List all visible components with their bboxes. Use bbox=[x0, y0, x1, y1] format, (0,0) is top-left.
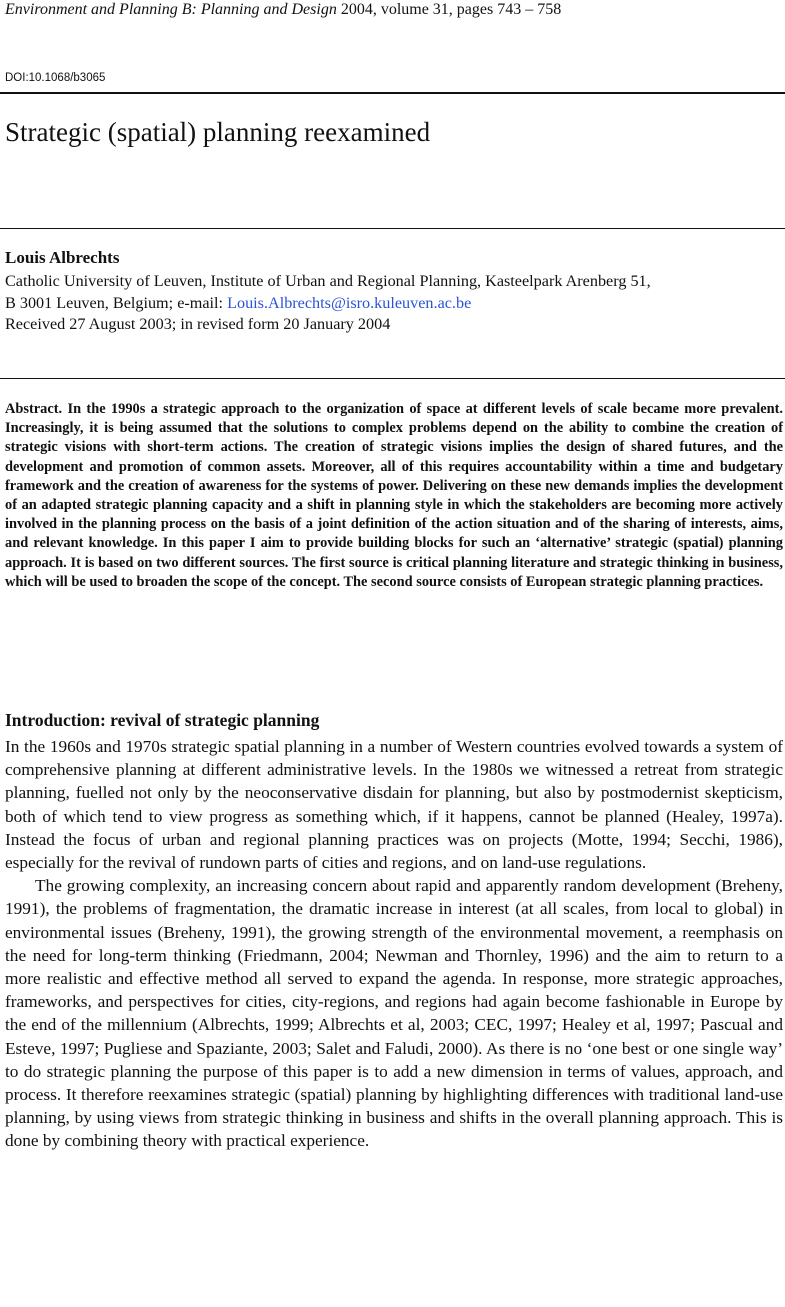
issue-info: 2004, volume 31, pages 743 – 758 bbox=[336, 1, 562, 18]
affiliation-address: B 3001 Leuven, Belgium; e-mail: bbox=[5, 293, 228, 312]
author-name: Louis Albrechts bbox=[5, 248, 120, 267]
journal-header bbox=[5, 0, 561, 20]
email-link[interactable]: Louis.Albrechts@isro.kuleuven.ac.be bbox=[227, 293, 472, 312]
abstract bbox=[5, 400, 783, 592]
abstract-label: Abstract. bbox=[5, 401, 63, 417]
abstract-top-rule bbox=[0, 378, 785, 379]
journal-name: Environment and Planning B: Planning and Design bbox=[5, 1, 337, 18]
affiliation-block bbox=[5, 271, 781, 336]
received-dates: Received 27 August 2003; in revised form 20 January 2004 bbox=[5, 315, 391, 333]
section-heading: Introduction: revival of strategic planning bbox=[5, 710, 320, 730]
paragraph-2: The growing complexity, an increasing concern about rapid and apparently random development (Breheny, 1991), the problems of fragmentation, the dramatic increase in interest (at all scales, from local to global) in environmental issues (Breheny, 1991), the growing strength of the environmental movement, a reemphasis on the need for long-term thinking (Friedmann, 2004; Newman and Thornley, 1996) and the aim to return to a more realistic and effective method all served to expand the agenda. In response, more strategic approaches, frameworks, and perspectives for cities, city-regions, and regions had again become fashionable in Europe by the end of the millennium (Albrechts, 1999; Albrechts et al, 2003; CEC, 1997; Healey et al, 1997; Pascual and Esteve, 1997; Pugliese and Spaziante, 2003; Salet and Faludi, 2000). As there is no ‘one best or one single way’ to do strategic planning the purpose of this paper is to add a new dimension in terms of values, approach, and process. It therefore reexamines strategic (spatial) planning by highlighting differences with traditional land-use planning, by using views from strategic thinking in business and shifts in the overall planning approach. This is done by combining theory with practical experience. bbox=[5, 876, 783, 1151]
body-text bbox=[5, 735, 783, 1153]
article-title: Strategic (spatial) planning reexamined bbox=[5, 117, 431, 147]
author-top-rule bbox=[0, 228, 785, 229]
paragraph-1: In the 1960s and 1970s strategic spatial planning in a number of Western countries evolved towards a system of comprehensive planning at different administrative levels. In the 1980s we witnessed a retreat from strategic planning, fuelled not only by the neoconservative disdain for planning, but also by postmodernist skepticism, both of which tend to view progress as something which, if it happens, cannot be planned (Healey, 1997a). Instead the focus of urban and regional planning practices was on projects (Motte, 1994; Secchi, 1986), especially for the revival of rundown parts of cities and regions, and on land-use regulations. bbox=[5, 737, 783, 873]
affiliation-line2 bbox=[5, 293, 781, 315]
title-top-rule bbox=[0, 92, 785, 94]
doi: DOI:10.1068/b3065 bbox=[5, 72, 106, 84]
affiliation-line1: Catholic University of Leuven, Institute of Urban and Regional Planning, Kasteelpark Arenberg 51, bbox=[5, 272, 651, 290]
abstract-text: In the 1990s a strategic approach to the organization of space at different levels of scale became more prevalent. Increasingly, it is being assumed that the solutions to complex problems depend on the ability to combine the creation of strategic visions with short-term actions. The creation of strategic visions implies the design of shared futures, and the development and promotion of common assets. Moreover, all of this requires accountability within a time and budgetary framework and the creation of awareness for the systems of power. Delivering on these new demands implies the development of an adapted strategic planning capacity and a shift in planning style in which the stakeholders are becoming more actively involved in the planning process on the basis of a joint definition of the action situation and of the sharing of interests, aims, and relevant knowledge. In this paper I aim to provide building blocks for such an ‘alternative’ strategic (spatial) planning approach. It is based on two different sources. The first source is critical planning literature and strategic thinking in business, which will be used to broaden the scope of the concept. The second source consists of European strategic planning practices. bbox=[5, 401, 783, 590]
